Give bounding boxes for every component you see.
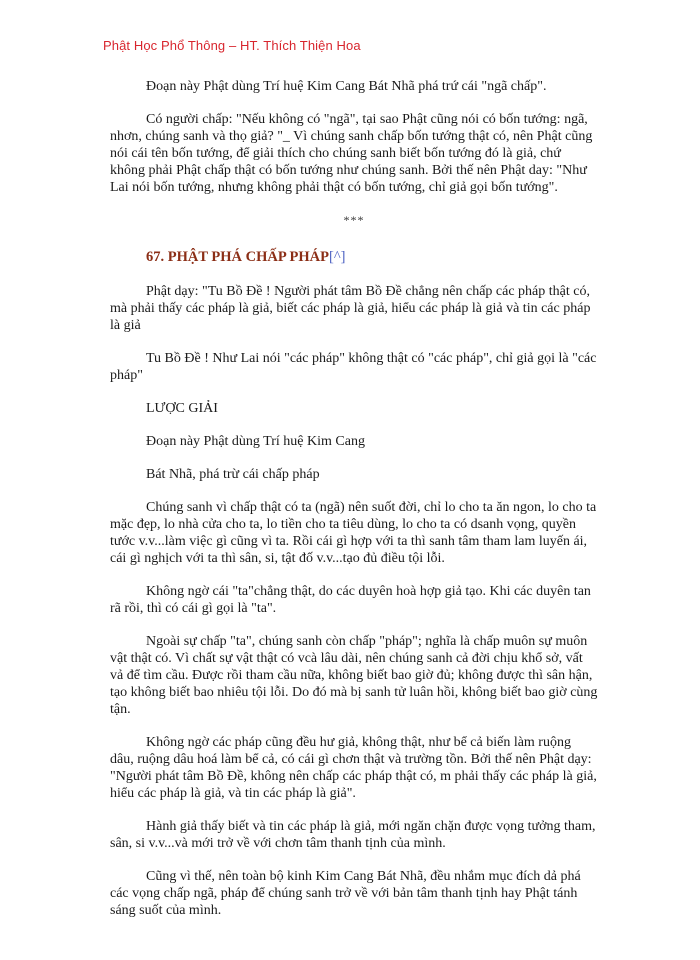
paragraph: Tu Bồ Đề ! Như Lai nói "các pháp" không thật có "các pháp", chỉ giả gọi là "các pháp" [110,351,597,383]
paragraph: Bát Nhã, phá trừ cái chấp pháp [146,467,320,482]
paragraph: Hành giả thấy biết và tin các pháp là giả, mới ngăn chặn được vọng tưởng tham, sân, si v.v...và mới trở về với chơn tâm thanh tịnh của mình. [110,819,596,851]
back-to-top-link[interactable]: [^] [329,249,346,265]
running-header: Phật Học Phổ Thông – HT. Thích Thiện Hoa [103,38,361,53]
paragraph: Chúng sanh vì chấp thật có ta (ngã) nên suốt đời, chỉ lo cho ta ăn ngon, lo cho ta mặc đẹp, lo nhà cửa cho ta, lo tiền cho ta tiêu dùng, lo cho ta có dsanh vọng, quyền tước v.v...làm việc gì cũng vì ta. Rồi cái gì hợp với ta thì sanh tâm tham lam luyến ái, cái gì nghịch với ta thì sân, si, tật đố v.v...tạo đủ điều tội lỗi. [110,500,597,566]
subheading-luoc-giai: LƯỢC GIẢI [146,401,218,416]
paragraph: Không ngờ cái "ta"chẳng thật, do các duyên hoà hợp giả tạo. Khi các duyên tan rã rồi, thì có cái gì gọi là "ta". [110,584,591,616]
paragraph: Ngoài sự chấp "ta", chúng sanh còn chấp "pháp"; nghĩa là chấp muôn sự muôn vật thật có. Vì chất sự vật thật có vcà lâu dài, nên chúng sanh cả đời chịu khổ sở, vất vả để tìm cầu. Được rồi tham cầu nữa, không biết bao giờ đủ; không được thì sân hận, tạo không biết bao nhiêu tội lỗi. Do đó mà bị sanh tử luân hồi, không biết bao giờ cùng tận. [110,634,598,717]
paragraph: Đoạn này Phật dùng Trí huệ Kim Cang [146,434,365,449]
paragraph: Đoạn này Phật dùng Trí huệ Kim Cang Bát Nhã phá trứ cái "ngã chấp". [146,79,547,94]
paragraph: Có người chấp: "Nếu không có "ngã", tại sao Phật cũng nói có bốn tướng: ngã, nhơn, chúng sanh và thọ giả? "_ Vì chúng sanh chấp bốn tướng thật có, nên Phật cũng nói cái tên bốn tướng, để giải thích cho chúng sanh biết bốn tướng đó là giả, chứ không phải Phật chấp thật có bốn tướng như chúng sanh. Bởi thế nên Phật day: "Như Lai nói bốn tướng, nhưng không phải thật có bốn tướng, chỉ giả gọi bốn tướng". [110,112,593,195]
document-body [110,78,598,935]
section-separator: *** [343,213,365,227]
paragraph: Cũng vì thế, nên toàn bộ kinh Kim Cang Bát Nhã, đều nhắm mục đích dả phá các vọng chấp ngã, pháp để chúng sanh trở về với bản tâm thanh tịnh hay Phật tánh sáng suốt của mình. [110,869,581,918]
section-title: 67. PHẬT PHÁ CHẤP PHÁP [146,249,329,265]
paragraph: Phật dạy: "Tu Bồ Đề ! Người phát tâm Bồ Đề chẳng nên chấp các pháp thật có, mà phải thấy các pháp là giả, biết các pháp là giả, hiểu các pháp là giả và tin các pháp là giả [110,284,591,333]
section-heading [146,249,598,266]
paragraph: Không ngờ các pháp cũng đều hư giả, không thật, như bể cả biến làm ruộng dâu, ruộng dâu hoá làm bể cả, có cái gì chơn thật và trường tồn. Bởi thế nên Phật dạy: "Người phát tâm Bồ Đề, không nên chấp các pháp thật có, m phải thấy các pháp là giả, hiểu các pháp là giả, và tin các pháp là giả". [110,735,597,801]
